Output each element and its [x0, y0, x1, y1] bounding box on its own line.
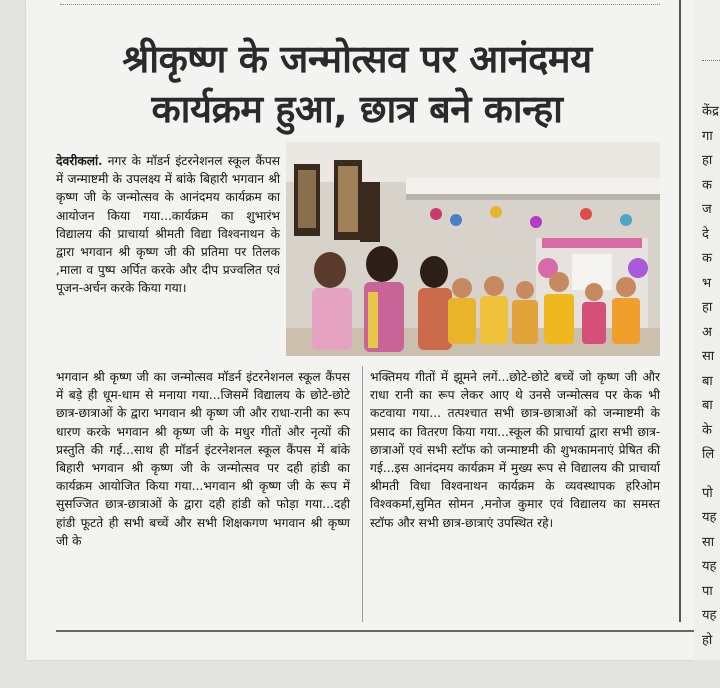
column-divider	[362, 366, 363, 622]
adjacent-line: सा	[702, 534, 715, 550]
adjacent-line: बा	[702, 373, 713, 389]
adjacent-line: अ	[702, 324, 712, 340]
right-dotted-rule	[702, 60, 720, 61]
column-divider-right	[679, 0, 681, 622]
adjacent-line: केंद्र	[702, 104, 719, 119]
adjacent-line: सा	[702, 349, 715, 364]
adjacent-line: बा	[702, 398, 713, 413]
adjacent-line: यह	[702, 608, 717, 623]
adjacent-line: ज	[702, 202, 712, 217]
article-headline	[52, 34, 662, 134]
adjacent-line: भ	[702, 275, 712, 291]
adjacent-article-column	[702, 100, 720, 653]
adjacent-line: हा	[702, 153, 713, 168]
article-column-3: भक्तिमय गीतों में झूमने लगें...छोटे-छोटे बच्चें जो कृष्ण जी और राधा रानी का रूप लेकर आए थे उनसे जन्मोत्सव पर केक भी कटवाया गया... तत्पश्चात सभी छात्र-छात्राओं को जन्माष्टमी के प्रसाद का वितरण किया गया...स्कूल की प्राचार्या द्वारा सभी छात्र-छात्राओं एवं सभी स्टॉफ को जन्माष्टमी की शुभकामनाएं प्रेषित की गई...इस आनंदमय कार्यक्रम में मुख्य रूप से विद्यालय की प्राचार्या श्रीमती विधा विश्वनाथन कार्यक्रम के व्यवस्थापक हरिओम विश्वकर्मा,सुमित सोमन ,मनोज कुमार एवं विद्यालय का समस्त स्टॉफ और सभी छात्र-छात्राएं उपस्थित रहे।	[370, 370, 660, 530]
top-cut-text-strip	[60, 0, 660, 5]
adjacent-line: के	[702, 422, 712, 438]
article-column-1	[56, 152, 280, 298]
headline-line-2: कार्यक्रम हुआ, छात्र बने कान्हा	[151, 87, 563, 131]
school-event-photo-icon	[286, 142, 660, 356]
adjacent-line: यह	[702, 510, 717, 525]
bottom-rule	[56, 630, 694, 632]
event-photo	[286, 142, 660, 356]
adjacent-paragraph-gap	[702, 468, 720, 482]
adjacent-line: हो	[702, 632, 713, 648]
adjacent-line: क	[702, 177, 712, 193]
adjacent-line: पो	[702, 485, 713, 501]
adjacent-line: पा	[702, 583, 713, 599]
adjacent-line: यह	[702, 559, 717, 574]
adjacent-line: लि	[702, 447, 715, 462]
adjacent-line: क	[702, 251, 712, 266]
adjacent-line: हा	[702, 300, 713, 315]
dateline: देवरीकलां.	[56, 154, 103, 168]
headline-line-1: श्रीकृष्ण के जन्मोत्सव पर आनंदमय	[122, 37, 592, 81]
article-column-2: भगवान श्री कृष्ण जी का जन्मोत्सव मॉडर्न इंटरनेशनल स्कूल कैंपस में बड़े ही धूम-धाम से मनाया गया...जिसमें विद्यालय के छोटे-छोटे छात्र-छात्राओं के द्वारा भगवान श्री कृष्ण जी और राधा-रानी का रूप धारण करके भगवान श्री कृष्ण जी के मधुर गीतों और नृत्यों की प्रस्तुति की गई...साथ ही मॉडर्न इंटरनेशनल स्कूल कैंपस में बांके बिहारी भगवान श्री कृष्ण जी के जन्मोत्सव पर दही हांडी का कार्यक्रम आयोजित किया गया...भगवान श्री कृष्ण जी के रूप में सुसज्जित छात्र-छात्राओं के द्वारा दही हांडी को फोड़ा गया...दही हांडी फूटते ही सभी बच्चें और सभी शिक्षकगण भगवान श्री कृष्ण जी के	[56, 370, 350, 548]
column-1-text: नगर के मॉडर्न इंटरनेशनल स्कूल कैंपस में जन्माष्टमी के उपलक्ष्य में बांके बिहारी भगवान श्री कृष्ण जी के जन्मोत्सव के आनंदमय कार्यक्रम का आयोजन किया गया...कार्यक्रम का शुभारंभ विद्यालय की प्राचार्या श्रीमती विद्या विश्वनाथन के द्वारा भगवान श्री कृष्ण जी की प्रतिमा पर तिलक ,माला व पुष्प अर्पित करके और दीप प्रज्वलित एवं पूजन-अर्चन करके किया गया।	[56, 154, 280, 296]
adjacent-line: दे	[702, 226, 709, 242]
adjacent-line: गा	[702, 128, 713, 144]
